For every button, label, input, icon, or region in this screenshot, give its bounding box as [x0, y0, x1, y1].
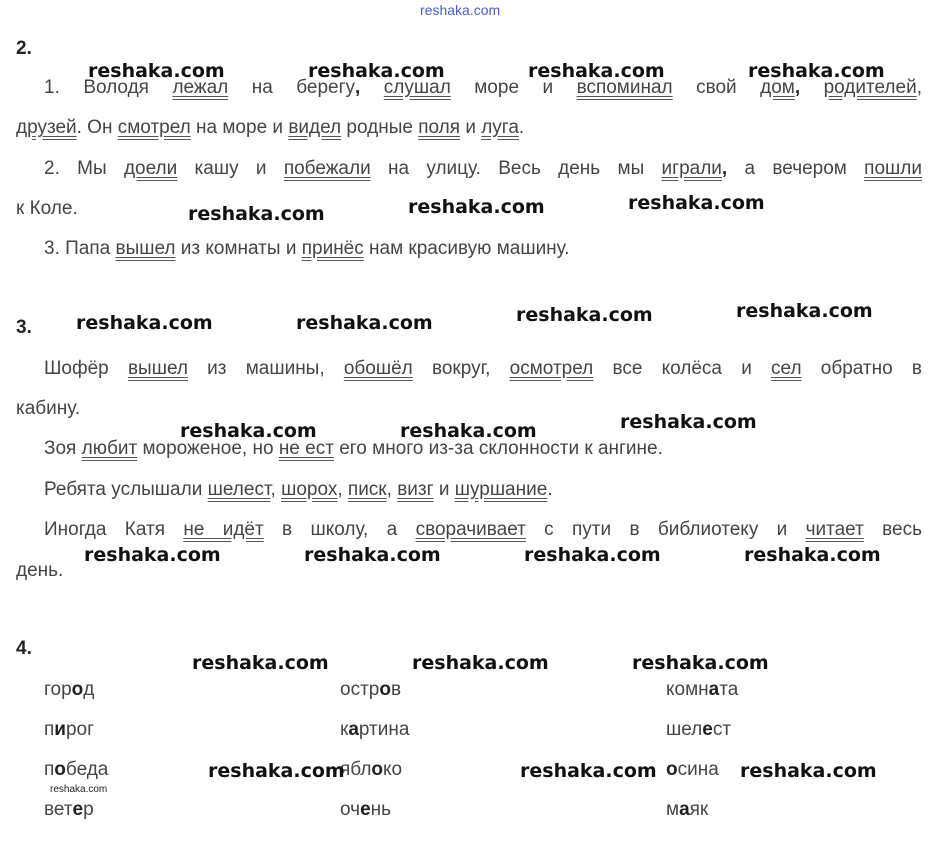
word-ochen	[340, 798, 391, 822]
word-pirog	[44, 718, 94, 742]
text: с пути в библиотеку и	[525, 519, 806, 540]
watermark: reshaka.com	[520, 760, 657, 782]
text: Иногда Катя	[44, 519, 184, 540]
text: на море и	[190, 117, 289, 138]
word-part: п	[44, 719, 55, 740]
homogeneous-member: визг	[397, 479, 434, 500]
vowel-highlight: и	[54, 719, 66, 740]
predicate: смотрел	[117, 117, 191, 138]
text: и	[433, 479, 455, 500]
predicate: вышел	[115, 238, 176, 259]
watermark-small: reshaka.com	[50, 784, 108, 795]
word-part: ябл	[340, 759, 372, 780]
predicate: читает	[805, 519, 864, 540]
word-part: як	[689, 799, 709, 820]
text: и	[460, 117, 482, 138]
text: ,	[270, 479, 282, 500]
homogeneous-member: шуршание	[454, 479, 548, 500]
word-part: нь	[370, 799, 392, 820]
text: ,	[337, 479, 348, 500]
text: из машины,	[187, 358, 344, 379]
text: на улицу. Весь день мы	[370, 158, 662, 179]
text: .	[547, 479, 553, 500]
word-part: шел	[666, 719, 703, 740]
vowel-highlight: о	[379, 679, 391, 700]
text: на берегу	[228, 77, 356, 98]
word-pobeda	[44, 758, 108, 782]
vowel-highlight: о	[371, 759, 384, 780]
text: вокруг,	[412, 358, 510, 379]
watermark: reshaka.com	[632, 652, 769, 674]
text: 2. Мы	[44, 158, 124, 179]
word-part: р	[83, 799, 94, 820]
homogeneous-member: родителей	[823, 77, 917, 98]
text: Шофёр	[44, 358, 128, 379]
text: к Коле.	[16, 198, 78, 219]
word-part: сина	[677, 759, 719, 780]
vowel-highlight: а	[679, 799, 690, 820]
word-osina	[666, 758, 719, 782]
vowel-highlight: е	[360, 799, 371, 820]
watermark: reshaka.com	[308, 60, 445, 82]
task-4-number: 4.	[16, 638, 32, 659]
word-part: д	[83, 679, 95, 700]
word-shelest	[666, 718, 731, 742]
vowel-highlight: е	[72, 799, 84, 820]
predicate: сел	[771, 358, 802, 379]
predicate: пошли	[864, 158, 922, 179]
word-part: оч	[340, 799, 361, 820]
word-mayak	[666, 798, 708, 822]
homogeneous-member: шелест	[207, 479, 271, 500]
watermark: reshaka.com	[620, 411, 757, 433]
homogeneous-member: дом	[760, 77, 795, 98]
word-part: в	[390, 679, 402, 700]
text: а вечером	[727, 158, 865, 179]
task-2-sentence-2-line-2	[16, 197, 78, 221]
word-kartina	[340, 718, 409, 742]
text: Ребята услышали	[44, 479, 208, 500]
task-3-paragraph-4-line-2	[16, 559, 63, 583]
word-part: п	[44, 759, 55, 780]
vowel-highlight: о	[71, 679, 84, 700]
text: 3. Папа	[44, 238, 116, 259]
vowel-highlight: а	[348, 719, 359, 740]
homogeneous-member: шорох	[281, 479, 338, 500]
predicate: лежал	[172, 77, 229, 98]
word-part: ртина	[358, 719, 410, 740]
vowel-highlight: о	[666, 759, 678, 780]
task-3-paragraph-2	[44, 437, 663, 461]
word-yabloko	[340, 758, 402, 782]
word-part: к	[340, 719, 349, 740]
text: его много из-за склонности к ангине.	[333, 438, 663, 459]
watermark: reshaka.com	[188, 203, 325, 225]
predicate: вспоминал	[576, 77, 673, 98]
text: все колёса и	[593, 358, 772, 379]
watermark: reshaka.com	[296, 312, 433, 334]
text: .	[518, 117, 525, 138]
predicate: побежали	[283, 158, 371, 179]
text: мороженое, но	[137, 438, 279, 459]
word-ostrov	[340, 678, 401, 702]
comma: ,	[794, 77, 824, 98]
word-part: остр	[340, 679, 380, 700]
watermark: reshaka.com	[740, 760, 877, 782]
predicate: обошёл	[343, 358, 413, 379]
text: нам красивую машину.	[363, 238, 570, 259]
watermark: reshaka.com	[76, 312, 213, 334]
watermark: reshaka.com	[628, 192, 765, 214]
predicate: сворачивает	[415, 519, 526, 540]
text: ,	[386, 479, 398, 500]
task-3-paragraph-4-line-1	[44, 518, 922, 542]
text: кашу и	[177, 158, 284, 179]
vowel-highlight: е	[702, 719, 713, 740]
task-3-number: 3.	[16, 317, 32, 338]
word-part: беда	[65, 759, 109, 780]
watermark: reshaka.com	[528, 60, 665, 82]
word-part: гор	[44, 679, 72, 700]
homogeneous-member: писк	[347, 479, 387, 500]
predicate: слушал	[383, 77, 451, 98]
text: Зоя	[44, 438, 82, 459]
watermark: reshaka.com	[88, 60, 225, 82]
watermark: reshaka.com	[84, 544, 221, 566]
text: из комнаты и	[175, 238, 302, 259]
watermark: reshaka.com	[304, 544, 441, 566]
predicate: не идёт	[183, 519, 264, 540]
word-part: ко	[383, 759, 403, 780]
text: море и	[450, 77, 577, 98]
watermark: reshaka.com	[524, 544, 661, 566]
predicate: любит	[81, 438, 138, 459]
word-part: м	[666, 799, 680, 820]
task-2-sentence-3	[44, 237, 570, 261]
text: родные	[341, 117, 419, 138]
predicate: осмотрел	[509, 358, 594, 379]
vowel-highlight: о	[54, 759, 66, 780]
word-komnata	[666, 678, 738, 702]
task-2-number: 2.	[16, 38, 32, 59]
comma: ,	[721, 158, 728, 179]
watermark-top: reshaka.com	[420, 2, 501, 18]
watermark: reshaka.com	[400, 420, 537, 442]
word-gorod	[44, 678, 94, 702]
comma: ,	[355, 77, 384, 98]
predicate: видел	[288, 117, 342, 138]
watermark: reshaka.com	[744, 544, 881, 566]
predicate: не ест	[278, 438, 334, 459]
text: в школу, а	[263, 519, 416, 540]
homogeneous-member: поля	[418, 117, 461, 138]
watermark: reshaka.com	[208, 760, 345, 782]
watermark: reshaka.com	[408, 196, 545, 218]
word-veter	[44, 798, 94, 822]
vowel-highlight: а	[708, 679, 720, 700]
task-2-sentence-2-line-1	[44, 157, 922, 181]
predicate: вышел	[127, 358, 188, 379]
homogeneous-member: луга	[481, 117, 519, 138]
task-2-sentence-1-line-2	[16, 116, 524, 140]
word-part: вет	[44, 799, 73, 820]
watermark: reshaka.com	[180, 420, 317, 442]
task-3-paragraph-3	[44, 478, 553, 502]
text: 1. Володя	[44, 77, 173, 98]
word-part: комн	[666, 679, 709, 700]
watermark: reshaka.com	[516, 304, 653, 326]
word-part: рог	[65, 719, 95, 740]
predicate: доели	[123, 158, 178, 179]
task-3-paragraph-1-line-1	[44, 357, 922, 381]
text: обратно в	[801, 358, 922, 379]
predicate: принёс	[301, 238, 364, 259]
homogeneous-member: друзей	[16, 117, 77, 138]
watermark: reshaka.com	[192, 652, 329, 674]
word-part: та	[719, 679, 739, 700]
text: ,	[916, 77, 922, 98]
word-part: ст	[712, 719, 732, 740]
watermark: reshaka.com	[748, 60, 885, 82]
text: день.	[16, 560, 64, 581]
predicate: играли	[661, 158, 722, 179]
task-3-paragraph-1-line-2	[16, 397, 80, 421]
text: кабину.	[16, 398, 81, 419]
watermark: reshaka.com	[736, 300, 873, 322]
watermark: reshaka.com	[412, 652, 549, 674]
text: . Он	[76, 117, 118, 138]
text: весь	[863, 519, 923, 540]
text: свой	[672, 77, 761, 98]
